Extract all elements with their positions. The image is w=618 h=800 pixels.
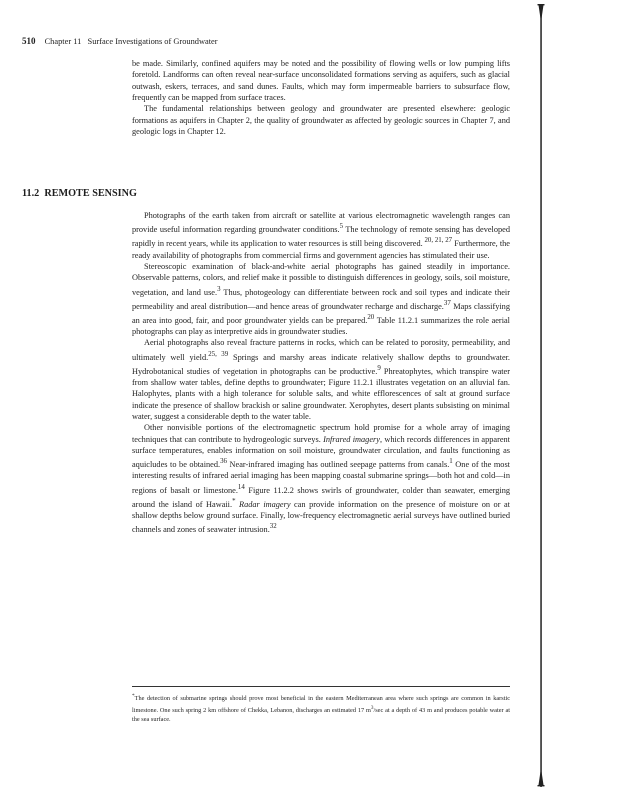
text-run: Phreatophytes, which transpire water from shallow water tables, define depths to groundwater; Figure 11.2.1 illustrates vegetation on an alluvial fan. Halophytes, plants with a high tolerance for soluble salts, and white efflorescences of salt at ground surface indicate the presence of shallow brackish or saline groundwater. Xerophytes, desert plants subsisting on minimal water, suggest a considerable depth to the water table. (132, 366, 511, 421)
reference-superscript: 9 (377, 364, 381, 372)
reference-superscript: 37 (443, 299, 451, 307)
footnote-text: /sec at a depth of 43 m and produces potable water at the sea surface. (132, 706, 510, 723)
binding-edge-mark (537, 0, 545, 800)
text-run: can provide information on the presence of moisture on or at shallow depths below ground surface. Finally, low-frequency electromagnetic aerial surveys have outlined buried channels and zones of seawater intrusion. (132, 499, 510, 535)
reference-superscript: 36 (220, 458, 227, 466)
reference-superscript: 25, 39 (208, 350, 229, 358)
reference-superscript: 14 (237, 483, 245, 491)
italic-term: Infrared imagery (323, 434, 380, 444)
footnote-text: The detection of submarine springs should prove most beneficial in the eastern Mediterranean area where such springs are common in karstic limestone. One such spring 2 km offshore of Chekka, Lebanon, discharges an estimated 17 m (132, 695, 510, 714)
section-body (132, 210, 510, 535)
paragraph-1 (132, 210, 510, 261)
footnote-marker: * (232, 497, 236, 505)
text-run: Furthermore, the ready availability of photographs from commercial firms and government agencies has stimulated their use. (132, 239, 510, 260)
text-run: Other nonvisible portions of the electromagnetic spectrum hold promise for a whole array of imaging techniques that can contribute to hydrogeologic surveys. (132, 423, 510, 444)
text-run: Maps classifying an area into good, fair, and poor groundwater yields can be prepared. (132, 301, 510, 325)
reference-superscript: 1 (449, 458, 453, 466)
paragraph-2 (132, 261, 510, 337)
reference-superscript: 32 (269, 523, 277, 531)
reference-superscript: 20 (367, 313, 375, 321)
text-run: Near-infrared imaging has outlined seepage patterns from canals. (226, 460, 450, 469)
intro-paragraph-1: be made. Similarly, confined aquifers may be noted and the possibility of flowing wells or low pumping lifts foretold. Landforms can often reveal near-surface unconsolidated formations serving as aquifers, such as glacial outwash, eskers, terraces, and sand dunes. Faults, which may form impermeable barriers to subsurface flow, frequently can be mapped from surface traces. (132, 59, 510, 103)
text-run: One of the most interesting results of infrared aerial imaging has been mapping coastal submarine springs—both hot and cold—in regions of basalt or limestone. (132, 460, 510, 495)
page-number: 510 (22, 36, 36, 46)
text-run: , which records differences in apparent surface temperatures, enables information on soil moisture, groundwater circulation, and faults functioning as aquicludes to be obtained. (132, 434, 510, 469)
footnote (132, 692, 510, 724)
unit-superscript: 3 (370, 704, 374, 711)
reference-superscript: 5 (339, 223, 344, 231)
paragraph-3 (132, 337, 510, 422)
running-title: Chapter 11 Surface Investigations of Groundwater (44, 37, 218, 46)
text-run: Aerial photographs also reveal fracture patterns in rocks, which can be related to porosity, permeability, and ultimately well yield. (132, 338, 510, 362)
paragraph-4 (132, 422, 510, 535)
text-run: The technology of remote sensing has developed rapidly in recent years, while its application to water resources is still being discovered. (132, 225, 510, 249)
reference-superscript: 3 (217, 285, 221, 293)
text-run: Photographs of the earth taken from aircraft or satellite at various electromagnetic wavelength ranges can provide useful information regarding groundwater conditions. (132, 211, 510, 235)
text-run: Figure 11.2.2 shows swirls of groundwater, colder than seawater, emerging around the island of Hawaii. (132, 485, 510, 509)
text-run: Springs and marshy areas indicate relatively shallow depths to groundwater. Hydrobotanical studies of vegetation in photographs can be productive. (132, 352, 511, 376)
text-run: Stereoscopic examination of black-and-white aerial photographs has gained steadily in importance. Observable patterns, colors, and relief make it possible to distinguish differences in geology, soils, soil moisture, vegetation, and land use. (132, 261, 510, 297)
running-header (22, 36, 218, 46)
italic-term: Radar imagery (239, 499, 291, 509)
footnote-divider (132, 686, 510, 687)
intro-text (132, 58, 510, 137)
footnote-mark: * (132, 693, 135, 699)
text-run: Thus, photogeology can differentiate between rock and soil types and indicate their permeability and areal distribution—and hence areas of groundwater recharge and discharge. (132, 287, 510, 311)
section-heading: 11.2 REMOTE SENSING (22, 188, 137, 199)
reference-superscript: 20, 21, 27 (422, 237, 453, 245)
text-run: Table 11.2.1 summarizes the role aerial photographs can play as interpretive aids in groundwater studies. (132, 315, 510, 336)
intro-paragraph-2: The fundamental relationships between geology and groundwater are presented elsewhere: geologic formations as aquifers in Chapter 2, the quality of groundwater as affected by geologic sources in Chapter 7, and geologic logs in Chapter 12. (132, 104, 510, 137)
